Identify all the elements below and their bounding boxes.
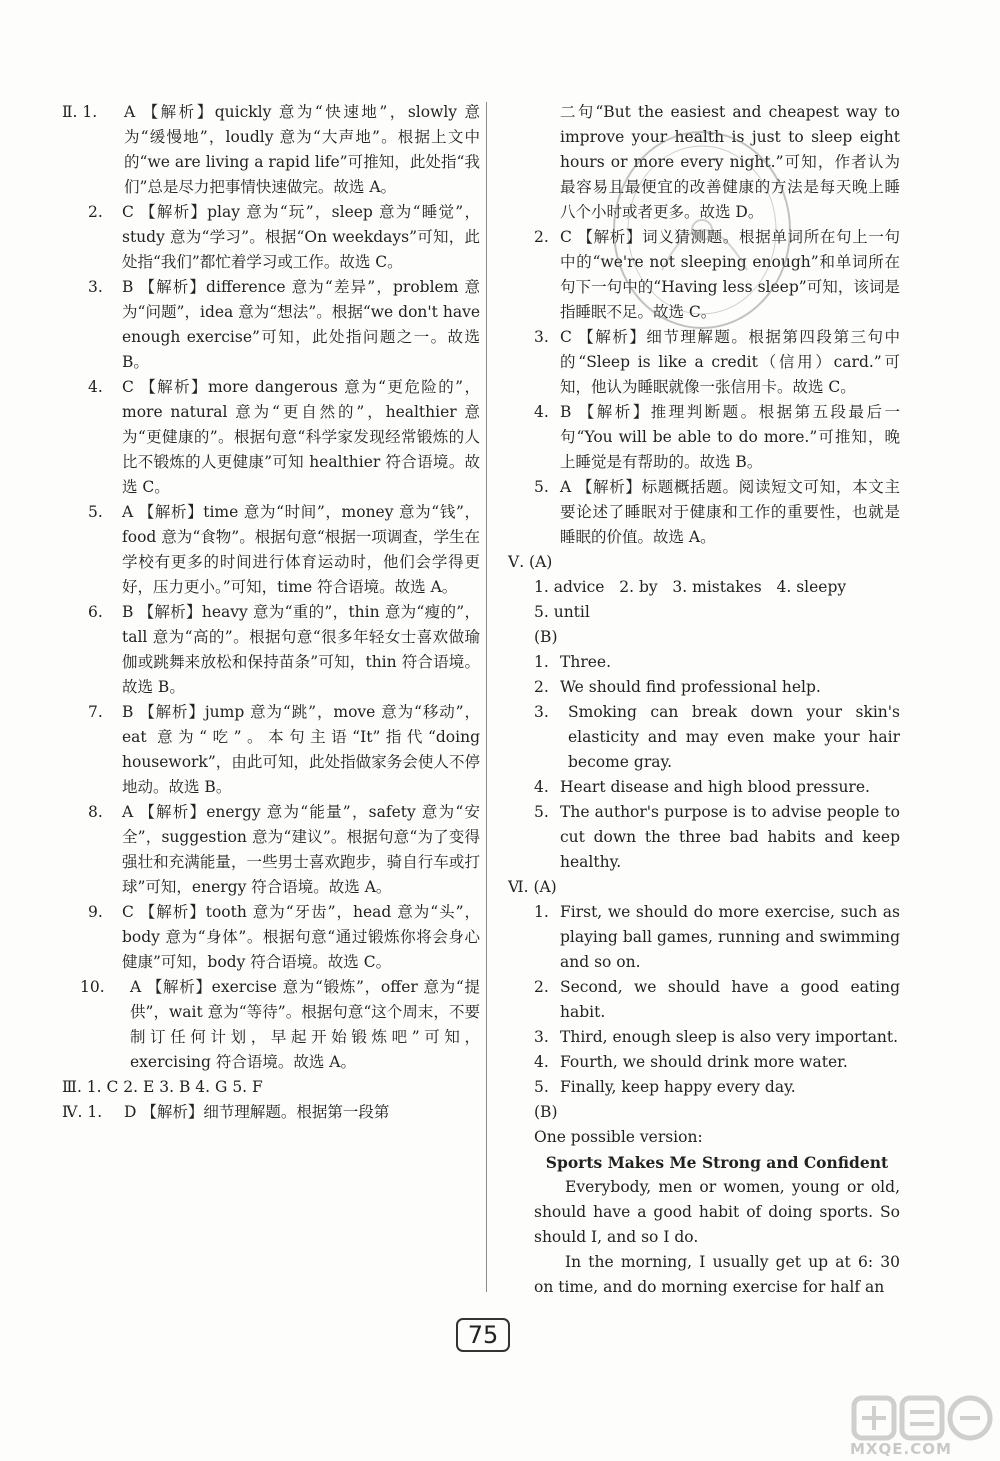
answer-item: [62, 800, 480, 900]
essay-intro: One possible version:: [534, 1128, 703, 1146]
watermark-url: MXQE.COM: [850, 1440, 952, 1458]
answer-text: Second, we should have a good eating habit.: [560, 978, 900, 1021]
answer-text: Fourth, we should drink more water.: [560, 1053, 848, 1071]
section-5a-line: 5. until: [534, 603, 590, 621]
item-number: 7.: [88, 703, 103, 721]
section-5a-line: 1. advice 2. by 3. mistakes 4. sleepy: [534, 578, 847, 596]
answer-item: [62, 275, 480, 375]
section-6b-heading: (B): [534, 1103, 558, 1121]
answer-text: C 【解析】细节理解题。根据第四段第三句中的“Sleep is like a credit（信用）card.”可知，他认为睡眠就像一张信用卡。故选 C。: [560, 328, 900, 396]
answer-item: [508, 900, 900, 975]
answer-item: [508, 800, 900, 875]
section-6-heading: Ⅵ. (A): [508, 878, 557, 896]
answer-item: [62, 700, 480, 800]
answer-text: We should find professional help.: [560, 678, 821, 696]
answer-text: Three.: [560, 653, 612, 671]
answer-item: [508, 975, 900, 1025]
section-4-number: Ⅳ. 1.: [62, 1103, 103, 1121]
item-number: 3.: [88, 278, 103, 296]
item-number: 3.: [534, 328, 549, 346]
item-number: 4.: [534, 1053, 549, 1071]
answer-item: [62, 600, 480, 700]
answer-text: C 【解析】tooth 意为“牙齿”，head 意为“头”，body 意为“身体”。根据句意“通过锻炼你将会身心健康”可知，body 符合语境。故选 C。: [122, 903, 480, 971]
answer-item: [62, 100, 480, 200]
item-number: 6.: [88, 603, 103, 621]
answer-item: [62, 500, 480, 600]
item-number: 1.: [534, 653, 549, 671]
item-number: 10.: [80, 978, 105, 996]
answer-text: D 【解析】细节理解题。根据第一段第: [124, 1103, 390, 1121]
item-number: 4.: [534, 778, 549, 796]
answer-item: [508, 675, 900, 700]
page-number: 75: [456, 1318, 510, 1352]
answer-text: B 【解析】difference 意为“差异”，problem 意为“问题”，idea 意为“想法”。根据“we don't have enough exercise”可知，此处指问题之一。故选 B。: [122, 278, 480, 371]
answer-text: Finally, keep happy every day.: [560, 1078, 796, 1096]
answer-text: A 【解析】time 意为“时间”，money 意为“钱”，food 意为“食物”。根据句意“根据一项调查，学生在学校有更多的时间进行体育运动时，他们会学得更好，压力更小。”可知，time 符合语境。故选 A。: [122, 503, 480, 596]
answer-text: Third, enough sleep is also very important.: [560, 1028, 899, 1046]
answer-item: [508, 1050, 900, 1075]
answer-item: [62, 200, 480, 275]
answer-item: [508, 1075, 900, 1100]
answer-continuation: 二句“But the easiest and cheapest way to improve your health is just to sleep eight hours or more every night.”可知，作者认为最容易且最便宜的改善健康的方法是每天晚上睡八个小时或者更多。故选 D。: [560, 103, 900, 221]
answer-item: [508, 650, 900, 675]
answer-text: C 【解析】play 意为“玩”，sleep 意为“睡觉”，study 意为“学习”。根据“On weekdays”可知，此处指“我们”都忙着学习或工作。故选 C。: [122, 203, 480, 271]
section-3-answers: Ⅲ. 1. C 2. E 3. B 4. G 5. F: [62, 1078, 263, 1096]
essay-paragraph: In the morning, I usually get up at 6: 30 on time, and do morning exercise for half an: [534, 1253, 900, 1296]
answer-text: A 【解析】quickly 意为“快速地”，slowly 意为“缓慢地”，loudly 意为“大声地”。根据上文中的“we are living a rapid life”可推知，此处指“我们”总是尽力把事情快速做完。故选 A。: [124, 103, 480, 196]
item-number: 8.: [88, 803, 103, 821]
item-number: 2.: [534, 678, 549, 696]
answer-text: B 【解析】jump 意为“跳”，move 意为“移动”，eat 意为“吃”。本句主语“It”指代“doing housework”，由此可知，此处指做家务会使人不停地动。故选 B。: [122, 703, 480, 796]
section-5b-heading: (B): [534, 628, 558, 646]
item-number: 3.: [534, 1028, 549, 1046]
answer-text: B 【解析】heavy 意为“重的”，thin 意为“瘦的”，tall 意为“高的”。根据句意“很多年轻女士喜欢做瑜伽或跳舞来放松和保持苗条”可知，thin 符合语境。故选 B。: [122, 603, 480, 696]
item-number: 5.: [534, 803, 549, 821]
essay-title: Sports Makes Me Strong and Confident: [545, 1153, 889, 1172]
item-number: 3.: [534, 703, 549, 721]
column-divider: [486, 102, 487, 1292]
answer-item: [508, 775, 900, 800]
left-column: [62, 100, 480, 1125]
seal-stamp-icon: [602, 120, 802, 340]
section-5-heading: Ⅴ. (A): [508, 553, 553, 571]
essay-paragraph: Everybody, men or women, young or old, should have a good habit of doing sports. So should I, and so I do.: [534, 1178, 900, 1246]
item-number: 4.: [88, 378, 103, 396]
item-number: 4.: [534, 403, 549, 421]
answer-text: Heart disease and high blood pressure.: [560, 778, 870, 796]
item-number: 1.: [534, 903, 549, 921]
answer-text: The author's purpose is to advise people to cut down the three bad habits and keep healthy.: [560, 803, 900, 871]
answer-text: C 【解析】more dangerous 意为“更危险的”，more natural 意为“更自然的”，healthier 意为“更健康的”。根据句意“科学家发现经常锻炼的人比不锻炼的人更健康”可知 healthier 符合语境。故选 C。: [122, 378, 480, 496]
answer-text: B 【解析】推理判断题。根据第五段最后一句“You will be able to do more.”可推知，晚上睡觉是有帮助的。故选 B。: [560, 403, 900, 471]
answer-text: Smoking can break down your skin's elasticity and may even make your hair become gray.: [568, 703, 900, 771]
answer-text: First, we should do more exercise, such as playing ball games, running and swimming and so on.: [560, 903, 900, 971]
answer-item: [508, 1025, 900, 1050]
item-number: 5.: [534, 478, 549, 496]
answer-text: C 【解析】词义猜测题。根据单词所在句上一句中的“we're not sleeping enough”和单词所在句下一句中的“Having less sleep”可知，该词是指睡眠不足。故选 C。: [560, 228, 900, 321]
item-number: 2.: [534, 228, 549, 246]
answer-item: [508, 700, 900, 775]
answer-item: [62, 375, 480, 500]
answer-item: [62, 900, 480, 975]
answer-item: [62, 1100, 480, 1125]
answer-item: [62, 975, 480, 1075]
item-number: 5.: [88, 503, 103, 521]
answer-text: A 【解析】exercise 意为“锻炼”，offer 意为“提供”，wait 意为“等待”。根据句意“这个周末，不要制订任何计划，早起开始锻炼吧”可知，exercising 符合语境。故选 A。: [130, 978, 480, 1071]
answer-text: A 【解析】energy 意为“能量”，safety 意为“安全”，suggestion 意为“建议”。根据句意“为了变得强壮和充满能量，一些男士喜欢跑步，骑自行车或打球”可知，energy 符合语境。故选 A。: [122, 803, 480, 896]
answer-item: [508, 400, 900, 475]
item-number: 5.: [534, 1078, 549, 1096]
item-number: 2.: [534, 978, 549, 996]
answer-item: [508, 475, 900, 550]
answer-text: A 【解析】标题概括题。阅读短文可知，本文主要论述了睡眠对于健康和工作的重要性，也就是睡眠的价值。故选 A。: [560, 478, 900, 546]
item-number: 2.: [88, 203, 103, 221]
section-2-number: Ⅱ. 1.: [62, 103, 98, 121]
item-number: 9.: [88, 903, 103, 921]
